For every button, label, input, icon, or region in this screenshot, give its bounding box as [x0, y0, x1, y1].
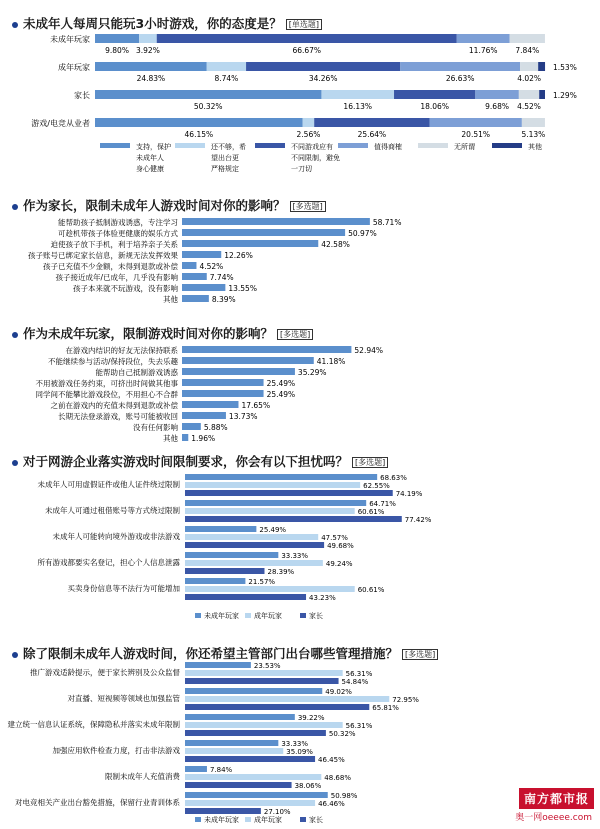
data-label: 26.63%: [445, 74, 475, 83]
data-label: 60.61%: [357, 586, 385, 594]
section-measures: [0, 630, 600, 829]
bar: [185, 782, 292, 788]
legend-swatch: [245, 817, 251, 822]
legend-label: 一刀切: [291, 165, 312, 173]
category-label: 能帮助孩子抵制游戏诱惑，专注学习: [58, 218, 178, 227]
bar: [185, 474, 377, 480]
category-label: 能帮助自己抵制游戏诱惑: [95, 368, 178, 377]
bar: [182, 390, 264, 397]
data-label: 35.09%: [286, 748, 313, 756]
question-type-tag: [多选题]: [277, 329, 313, 340]
bar: [185, 482, 360, 488]
bar-segment: [430, 118, 522, 127]
bar: [182, 368, 295, 375]
bar: [185, 670, 343, 676]
data-label: 1.96%: [191, 434, 216, 443]
data-label: 52.94%: [354, 346, 384, 355]
bar: [185, 756, 315, 762]
measures-grouped-bar-chart: [0, 662, 600, 827]
category-label: 对直播、短视频等领域也加强监管: [67, 694, 180, 703]
bar: [185, 560, 323, 566]
bar-segment: [520, 62, 538, 71]
legend-label: 身心健康: [136, 165, 164, 173]
category-label: 对电竞相关产业出台豁免措施，保留行业青训体系: [15, 798, 180, 807]
legend-swatch: [418, 143, 448, 148]
bar: [185, 740, 278, 746]
data-label: 49.68%: [327, 542, 354, 550]
category-label: 推广游戏适龄提示，便于家长辨别及公众监督: [30, 668, 180, 677]
bar: [182, 229, 345, 236]
category-label: 孩子账号已绑定家长信息，新规无法发挥效果: [28, 251, 178, 260]
data-label: 12.26%: [224, 251, 253, 260]
bar: [185, 688, 322, 694]
data-label: 46.15%: [184, 130, 214, 139]
section-title: 对于网游企业落实游戏时间限制要求，你会有以下担忧吗？ [多选题]: [12, 452, 388, 470]
legend-swatch: [300, 817, 306, 822]
section-attitude: [0, 0, 600, 190]
bar: [185, 500, 366, 506]
legend-label: 成年玩家: [254, 612, 282, 620]
data-label: 72.95%: [392, 696, 419, 704]
legend-label: 支持，保护: [136, 143, 171, 151]
category-label: 可趁机带孩子体验更健康的娱乐方式: [58, 229, 178, 238]
data-label: 27.10%: [263, 808, 291, 816]
category-label: 同学间不能攀比游戏段位，不用担心不合群: [35, 390, 178, 399]
data-label: 4.52%: [517, 102, 541, 111]
category-label: 之前在游戏内的充值未得到退款或补偿: [50, 401, 178, 410]
data-label: 35.29%: [297, 368, 327, 377]
newspaper-logo: 南方都市报: [519, 788, 594, 809]
bar: [185, 714, 295, 720]
data-label: 50.32%: [328, 730, 356, 738]
question-type-tag: [多选题]: [402, 649, 438, 660]
legend-label: 严格规定: [211, 165, 239, 173]
legend-label: 未成年人: [136, 154, 164, 162]
data-label: 25.49%: [266, 379, 296, 388]
legend-label: 不同限制，避免: [291, 154, 340, 162]
bullet-icon: [12, 652, 18, 658]
data-label: 3.92%: [136, 46, 160, 55]
bar: [185, 766, 207, 772]
bullet-icon: [12, 332, 18, 338]
category-label: 没有任何影响: [133, 423, 178, 432]
bar: [185, 808, 261, 814]
section-title: 除了限制未成年人游戏时间，你还希望主管部门出台哪些管理措施？ [多选题]: [12, 644, 438, 662]
minor-impact-bar-chart: [0, 344, 600, 452]
legend-label: 还不够，希: [211, 143, 246, 151]
data-label: 7.84%: [209, 766, 233, 774]
bar: [182, 434, 188, 441]
bar: [185, 568, 264, 574]
legend-label: 不同游戏应有: [291, 143, 333, 151]
data-label: 9.68%: [485, 102, 509, 111]
question-type-tag: [单选题]: [286, 19, 322, 30]
data-label: 7.84%: [515, 46, 540, 55]
concerns-grouped-bar-chart: [0, 470, 600, 620]
bullet-icon: [12, 204, 18, 210]
bar: [185, 696, 389, 702]
data-label: 13.73%: [228, 412, 258, 421]
bar-segment: [538, 62, 545, 71]
data-label: 1.29%: [553, 91, 577, 100]
bar-segment: [321, 90, 394, 99]
legend-swatch: [255, 143, 285, 148]
data-label: 46.45%: [318, 756, 345, 764]
bar-segment: [303, 118, 315, 127]
bar-segment: [475, 90, 519, 99]
data-label: 66.67%: [292, 46, 322, 55]
category-label: 在游戏内结识的好友无法保持联系: [65, 346, 178, 355]
bar-segment: [95, 62, 207, 71]
data-label: 2.56%: [296, 130, 321, 139]
bar: [182, 412, 226, 419]
data-label: 34.26%: [308, 74, 338, 83]
category-label: 未成年人可用虚假证件或他人证件绕过限制: [37, 480, 180, 489]
category-label: 孩子本来就不玩游戏，没有影响: [73, 284, 178, 293]
bar-segment: [457, 34, 510, 43]
bar: [185, 578, 245, 584]
bar: [185, 594, 306, 600]
data-label: 13.55%: [228, 284, 257, 293]
data-label: 74.19%: [395, 490, 423, 498]
bar-segment: [314, 118, 429, 127]
data-label: 33.33%: [281, 552, 309, 560]
section-title: 作为家长，限制未成年人游戏时间对你的影响？ [多选题]: [12, 196, 326, 214]
bar-segment: [207, 62, 246, 71]
data-label: 65.81%: [372, 704, 399, 712]
data-label: 5.88%: [203, 423, 228, 432]
bullet-icon: [12, 460, 18, 466]
bar-segment: [519, 90, 539, 99]
legend-swatch: [338, 143, 368, 148]
category-label: 建立统一信息认证系统，保障隐私并落实未成年限制: [7, 720, 180, 729]
attitude-stacked-bar-chart: [0, 30, 600, 190]
bar-segment: [157, 34, 457, 43]
bullet-icon: [12, 22, 18, 28]
data-label: 18.06%: [420, 102, 449, 111]
data-label: 49.02%: [325, 688, 352, 696]
data-label: 25.49%: [266, 390, 296, 399]
data-label: 16.13%: [343, 102, 373, 111]
data-label: 25.49%: [259, 526, 287, 534]
data-label: 7.74%: [209, 273, 234, 282]
bar-segment: [539, 90, 545, 99]
data-label: 33.33%: [281, 740, 309, 748]
category-label: 未成年玩家: [50, 35, 90, 44]
bar: [185, 526, 256, 532]
data-label: 56.31%: [345, 670, 373, 678]
parent-impact-bar-chart: [0, 216, 600, 312]
legend-label: 成年玩家: [254, 816, 282, 824]
data-label: 62.55%: [363, 482, 390, 490]
bar-segment: [95, 118, 303, 127]
bar: [182, 262, 196, 269]
bar: [185, 800, 315, 806]
bar: [182, 218, 370, 225]
section-title: 未成年人每周只能玩3小时游戏，你的态度是？ [单选题]: [12, 14, 322, 32]
data-label: 17.65%: [241, 401, 271, 410]
bar: [182, 401, 238, 408]
section-minor-impact: [0, 312, 600, 452]
data-label: 50.98%: [330, 792, 358, 800]
bar: [182, 423, 201, 430]
bar: [185, 662, 251, 668]
bar: [185, 722, 343, 728]
bar: [185, 730, 326, 736]
bar: [185, 704, 369, 710]
category-label: 家长: [74, 91, 90, 100]
bar: [182, 379, 264, 386]
data-label: 11.76%: [468, 46, 498, 55]
legend-label: 家长: [309, 612, 323, 620]
legend-swatch: [492, 143, 522, 148]
legend-swatch: [300, 613, 306, 618]
data-label: 25.64%: [357, 130, 387, 139]
bar: [185, 534, 318, 540]
data-label: 46.46%: [318, 800, 345, 808]
data-label: 24.83%: [136, 74, 166, 83]
category-label: 长期无法登录游戏，账号可能被收回: [58, 412, 178, 421]
category-label: 孩子已充值不少金额，未得到退款或补偿: [43, 262, 178, 271]
data-label: 54.84%: [341, 678, 369, 686]
data-label: 8.74%: [214, 74, 239, 83]
bar-segment: [139, 34, 157, 43]
data-label: 50.97%: [348, 229, 377, 238]
section-concerns: [0, 452, 600, 620]
question-type-tag: [多选题]: [290, 201, 326, 212]
bar-segment: [95, 34, 139, 43]
category-label: 限制未成年人充值消费: [105, 772, 180, 781]
legend-label: 未成年玩家: [204, 816, 239, 824]
legend-swatch: [175, 143, 205, 148]
bar-segment: [95, 90, 321, 99]
legend-label: 无所谓: [454, 143, 475, 151]
data-label: 47.57%: [321, 534, 348, 542]
data-label: 56.31%: [345, 722, 373, 730]
category-label: 加强应用软件检查力度，打击非法游戏: [52, 746, 180, 755]
data-label: 43.23%: [309, 594, 336, 602]
data-label: 9.80%: [105, 46, 129, 55]
data-label: 38.06%: [294, 782, 322, 790]
data-label: 50.32%: [193, 102, 223, 111]
category-label: 孩子接近成年/已成年，几乎没有影响: [55, 273, 178, 282]
legend-label: 望出台更: [211, 154, 239, 162]
legend-label: 未成年玩家: [204, 612, 239, 620]
bar: [185, 490, 393, 496]
category-label: 其他: [163, 434, 178, 443]
category-label: 成年玩家: [58, 63, 90, 72]
data-label: 4.02%: [517, 74, 542, 83]
category-label: 未成年人可能转向境外游戏或非法游戏: [52, 532, 180, 541]
bar: [185, 508, 355, 514]
data-label: 20.51%: [461, 130, 491, 139]
category-label: 买卖身份信息等不法行为可能增加: [67, 584, 180, 593]
category-label: 其他: [163, 295, 178, 304]
bar: [182, 295, 209, 302]
bar: [185, 748, 283, 754]
legend-label: 值得商榷: [374, 143, 402, 151]
bar: [182, 251, 221, 258]
data-label: 77.42%: [404, 516, 432, 524]
legend-swatch: [245, 613, 251, 618]
legend-swatch: [100, 143, 130, 148]
bar: [185, 774, 321, 780]
legend-label: 家长: [309, 816, 323, 824]
data-label: 28.39%: [267, 568, 295, 576]
data-label: 4.52%: [199, 262, 224, 271]
data-label: 68.63%: [380, 474, 407, 482]
bar: [185, 542, 324, 548]
legend-swatch: [195, 613, 201, 618]
bar: [185, 552, 278, 558]
data-label: 8.39%: [211, 295, 236, 304]
bar: [185, 792, 328, 798]
category-label: 不用被游戏任务约束，可挤出时间做其他事: [35, 379, 178, 388]
bar: [182, 284, 225, 291]
bar-segment: [394, 90, 475, 99]
bar: [185, 678, 339, 684]
section-title: 作为未成年玩家，限制游戏时间对你的影响？ [多选题]: [12, 324, 313, 342]
legend-label: 其他: [528, 143, 542, 151]
bar: [185, 586, 355, 592]
bar: [185, 516, 402, 522]
data-label: 21.57%: [248, 578, 276, 586]
data-label: 64.71%: [369, 500, 396, 508]
data-label: 23.53%: [253, 662, 281, 670]
legend-swatch: [195, 817, 201, 822]
category-label: 迫使孩子放下手机，利于培养亲子关系: [50, 240, 178, 249]
bar-segment: [522, 118, 545, 127]
category-label: 游戏/电竞从业者: [31, 119, 90, 128]
category-label: 不能继续参与活动/保持段位，失去乐趣: [47, 357, 178, 366]
data-label: 41.18%: [316, 357, 346, 366]
bar: [182, 346, 351, 353]
category-label: 所有游戏都要实名登记，担心个人信息泄露: [37, 558, 180, 567]
bar-segment: [400, 62, 520, 71]
data-label: 42.58%: [321, 240, 350, 249]
data-label: 49.24%: [325, 560, 353, 568]
section-parent-impact: [0, 190, 600, 312]
question-type-tag: [多选题]: [352, 457, 388, 468]
bar: [182, 357, 314, 364]
data-label: 58.71%: [372, 218, 402, 227]
data-label: 48.68%: [324, 774, 352, 782]
bar-segment: [246, 62, 400, 71]
data-label: 1.53%: [553, 63, 577, 72]
bar: [182, 240, 318, 247]
data-label: 39.22%: [297, 714, 325, 722]
bar-segment: [510, 34, 545, 43]
data-label: 60.61%: [357, 508, 385, 516]
category-label: 未成年人可通过租借账号等方式绕过限制: [45, 506, 180, 515]
bar: [182, 273, 207, 280]
site-name: 奥一网oeeee.com: [515, 813, 592, 823]
data-label: 5.13%: [521, 130, 546, 139]
